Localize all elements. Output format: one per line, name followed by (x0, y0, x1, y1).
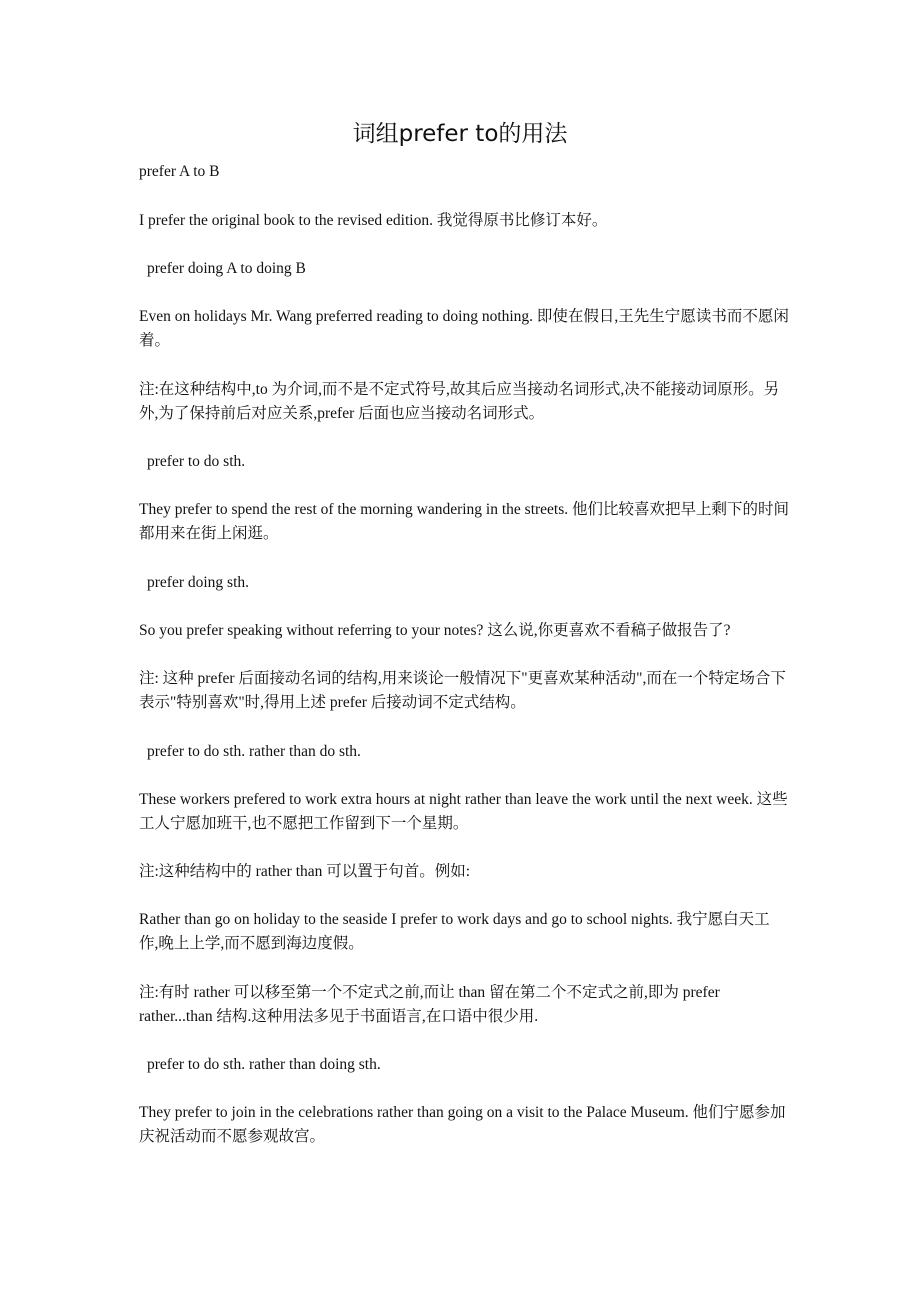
note-paragraph: 注:在这种结构中,to 为介词,而不是不定式符号,故其后应当接动名词形式,决不能接动词原形。另外,为了保持前后对应关系,prefer 后面也应当接动名词形式。 (139, 381, 780, 422)
example-sentence: Even on holidays Mr. Wang preferred reading to doing nothing. 即使在假日,王先生宁愿读书而不愿闲着。 (139, 308, 789, 349)
example-sentence: They prefer to spend the rest of the morning wandering in the streets. 他们比较喜欢把早上剩下的时间都用来在街上闲逛。 (139, 501, 790, 542)
pattern-prefer-doing: prefer doing sth. (147, 574, 250, 591)
pattern-prefer-doing-a-to-doing-b: prefer doing A to doing B (147, 260, 306, 277)
document-title: 词组prefer to的用法 (352, 121, 568, 147)
example-sentence: They prefer to join in the celebrations rather than going on a visit to the Palace Museum. 他们宁愿参加庆祝活动而不愿参观故宫。 (139, 1104, 786, 1145)
pattern-prefer-to-do-rather-than-doing: prefer to do sth. rather than doing sth. (147, 1056, 381, 1073)
pattern-prefer-a-to-b: prefer A to B (139, 163, 220, 180)
example-sentence: These workers prefered to work extra hours at night rather than leave the work until the next week. 这些工人宁愿加班干,也不愿把工作留到下一个星期。 (139, 791, 788, 832)
example-sentence: I prefer the original book to the revised edition. 我觉得原书比修订本好。 (139, 212, 608, 229)
note-paragraph: 注:这种结构中的 rather than 可以置于句首。例如: (139, 863, 471, 880)
example-sentence: Rather than go on holiday to the seaside I prefer to work days and go to school nights. 我宁愿白天工作,晚上上学,而不愿到海边度假。 (139, 911, 770, 952)
pattern-prefer-to-do: prefer to do sth. (147, 453, 246, 470)
example-sentence: So you prefer speaking without referring to your notes? 这么说,你更喜欢不看稿子做报告了? (139, 622, 731, 639)
note-paragraph: 注: 这种 prefer 后面接动名词的结构,用来谈论一般情况下"更喜欢某种活动",而在一个特定场合下表示"特别喜欢"时,得用上述 prefer 后接动词不定式结构。 (139, 670, 786, 711)
note-paragraph: 注:有时 rather 可以移至第一个不定式之前,而让 than 留在第二个不定式之前,即为 prefer rather...than 结构.这种用法多见于书面语言,在口语中很少用. (139, 984, 720, 1025)
pattern-prefer-to-do-rather-than-do: prefer to do sth. rather than do sth. (147, 743, 361, 760)
